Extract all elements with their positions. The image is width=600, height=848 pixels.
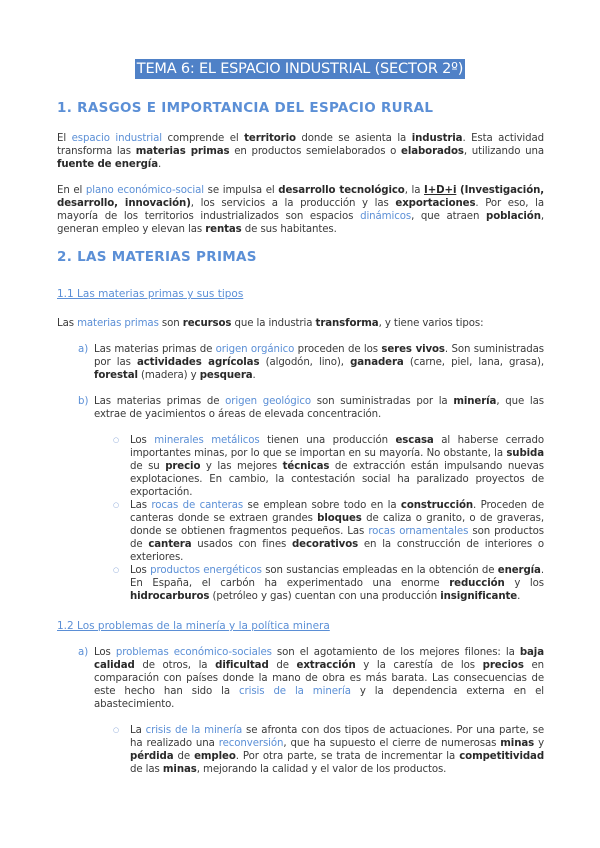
highlighted-term: rocas de canteras [151,500,244,511]
text-segment: Las [57,318,78,329]
text-segment: son productos de [130,526,544,550]
text-segment: . Son suministradas por las [94,344,544,368]
text-segment: . [517,591,521,602]
text-segment: son [158,318,183,329]
highlighted-term: plano económico-social [85,185,205,196]
bold-term: extracción [296,660,356,671]
list-item-origen-organico [94,343,544,382]
text-segment: comprende el [161,133,245,144]
bold-term: (Investigación, desarrollo, innovación) [57,185,545,209]
text-segment: y las mejores [200,461,283,472]
text-segment: Los [130,435,155,446]
bold-term: ganadera [350,357,404,368]
text-segment: , los servicios a la producción y las [190,198,396,209]
text-segment: de caliza o granito, o de graveras, donde se obtienen fragmentos pequeños. Las [130,513,544,537]
text-segment: se afronta con dos tipos de actuaciones. Por una parte, se ha realizado una [130,725,545,749]
text-segment: Las materias primas de [94,344,216,355]
text-segment: Las [130,500,152,511]
text-segment: Las materias primas de [94,396,226,407]
text-segment: son sustancias empleadas en la obtención de [261,565,498,576]
text-segment: tienen una producción [259,435,396,446]
text-segment: . Esta actividad transforma las [57,133,544,157]
text-segment: en productos semielaborados o [229,146,402,157]
bold-term: actividades agrícolas [136,357,260,368]
text-segment: La [130,725,146,736]
text-segment: proceden de los [294,344,382,355]
text-segment: de sus habitantes. [241,224,337,235]
text-segment: (algodón, lino), [259,357,351,368]
text-segment: , la [404,185,425,196]
bold-term: subida [506,448,544,459]
list-item-origen-geologico [94,395,544,421]
text-segment: se emplean sobre todo en la [243,500,401,511]
bold-term: industria [411,133,463,144]
text-segment: de otros, la [134,660,216,671]
text-segment: Los [94,647,116,658]
text-segment: usados con fines [191,539,292,550]
text-segment: (petróleo y gas) cuentan con una producción [209,591,441,602]
subheading-problemas-mineria: 1.2 Los problemas de la minería y la política minera [57,620,330,632]
highlighted-term: problemas económico-sociales [115,647,272,658]
bold-term: minas [500,738,535,749]
bullet-icon: ○ [113,726,120,734]
page-title [0,58,600,77]
bold-term: materias primas [135,146,230,157]
bold-term: dificultad [215,660,269,671]
text-segment: , y tiene varios tipos: [378,318,484,329]
text-segment: , utilizando una [463,146,544,157]
bold-term: población [486,211,541,222]
bold-term: precios [482,660,524,671]
bold-term: elaborados [401,146,464,157]
bold-term: energía [497,565,541,576]
bullet-icon: ○ [113,436,120,444]
text-segment: . [157,159,162,170]
text-segment: . Proceden de canteras donde se extraen grandes [130,500,544,524]
text-segment: y la carestía de los [355,660,483,671]
text-segment: de extracción están impulsando nuevas explotaciones. En cambio, la contestación social ha paralizado proyectos de exportación. [130,461,544,498]
bold-term: pérdida [130,751,174,762]
bold-term: reducción [449,578,505,589]
bold-term: decorativos [291,539,359,550]
bold-term: fuente de energía [57,159,158,170]
list-marker-a: a) [78,647,89,658]
bold-term: competitividad [459,751,545,762]
text-segment: y los [504,578,544,589]
text-segment: en comparación con países donde la mano de obra es más barata. Las consecuencias de este hecho han sido la [94,660,544,697]
highlighted-term: origen geológico [225,396,312,407]
bold-term: hidrocarburos [130,591,210,602]
highlighted-term: productos energéticos [150,565,262,576]
text-segment: En el [57,185,86,196]
text-segment: , generan empleo y elevan las [57,211,544,235]
list-item-problemas-economicos [94,646,544,711]
text-segment: son suministradas por la [311,396,454,407]
bold-term: escasa [395,435,434,446]
text-segment: al haberse cerrado importantes minas, por lo que se importan en su mayoría. No obstante, la [130,435,544,459]
bold-term: rentas [205,224,242,235]
paragraph-plano-economico [57,184,544,236]
bold-term: pesquera [199,370,253,381]
text-segment: El [57,133,72,144]
text-segment: . [252,370,256,381]
heading-materias-primas: 2. LAS MATERIAS PRIMAS [57,249,257,265]
bold-term: baja calidad [94,647,544,671]
text-segment: se impulsa el [204,185,279,196]
bold-term: empleo [194,751,236,762]
list-marker-b: b) [78,396,89,407]
text-segment: . Por otra parte, se trata de incrementar la [235,751,460,762]
bold-term: recursos [182,318,232,329]
text-segment: de [268,660,297,671]
list-item-productos-energeticos [130,564,544,603]
text-segment: , que ha supuesto el cierre de numerosas [283,738,501,749]
bold-term: transforma [315,318,379,329]
bold-term: exportaciones [395,198,476,209]
text-segment: , que las extrae de yacimientos o áreas de elevada concentración. [94,396,544,420]
bold-term: precio [165,461,201,472]
text-segment: y [534,738,544,749]
paragraph-materias-primas [57,317,544,330]
bold-term: bloques [317,513,362,524]
text-segment: de su [130,461,166,472]
text-segment: y la dependencia externa en el abastecimiento. [94,686,544,710]
text-segment: Los [130,565,151,576]
title-text: TEMA 6: EL ESPACIO INDUSTRIAL (SECTOR 2º) [136,61,464,77]
heading-rasgos: 1. RASGOS E IMPORTANCIA DEL ESPACIO RURAL [57,100,434,116]
bold-term: insignificante [440,591,518,602]
bold-term: seres vivos [381,344,445,355]
bold-term: desarrollo tecnológico [278,185,405,196]
highlighted-term: crisis de la minería [239,686,351,697]
list-item-crisis-mineria [130,724,544,776]
text-segment: , que atraen [411,211,487,222]
text-segment: donde se asienta la [295,133,412,144]
list-item-minerales-metalicos [130,434,544,499]
highlighted-term: origen orgánico [215,344,295,355]
text-segment: (carne, piel, lana, grasa), [403,357,544,368]
bullet-icon: ○ [113,566,120,574]
subheading-tipos: 1.1 Las materias primas y sus tipos [57,288,244,300]
bullet-icon: ○ [113,501,120,509]
bold-term: construcción [400,500,474,511]
highlighted-term: crisis de la minería [145,725,243,736]
bold-term: territorio [244,133,296,144]
text-segment: , mejorando la calidad y el valor de los productos. [196,764,447,775]
highlighted-term: rocas ornamentales [368,526,469,537]
text-segment: (madera) y [137,370,200,381]
paragraph-espacio-industrial [57,132,544,171]
text-segment: en la construcción de interiores o exteriores. [130,539,544,563]
text-segment: de las [130,764,163,775]
bold-term: forestal [94,370,138,381]
bold-term: cantera [148,539,192,550]
text-segment: son el agotamiento de los mejores filones: la [271,647,520,658]
text-segment: de [173,751,195,762]
underlined-term: I+D+i [424,185,457,196]
highlighted-term: minerales metálicos [154,435,260,446]
bold-term: minería [453,396,497,407]
highlighted-term: dinámicos [360,211,412,222]
bold-term: técnicas [282,461,330,472]
text-segment: que la industria [231,318,316,329]
highlighted-term: reconversión [218,738,284,749]
bold-term: minas [162,764,197,775]
list-marker-a: a) [78,344,89,355]
list-item-rocas-canteras [130,499,544,564]
text-segment: . Por eso, la mayoría de los territorios industrializados son espacios [57,198,544,222]
highlighted-term: espacio industrial [71,133,162,144]
highlighted-term: materias primas [77,318,159,329]
text-segment: . En España, el carbón ha experimentado una enorme [130,565,544,589]
